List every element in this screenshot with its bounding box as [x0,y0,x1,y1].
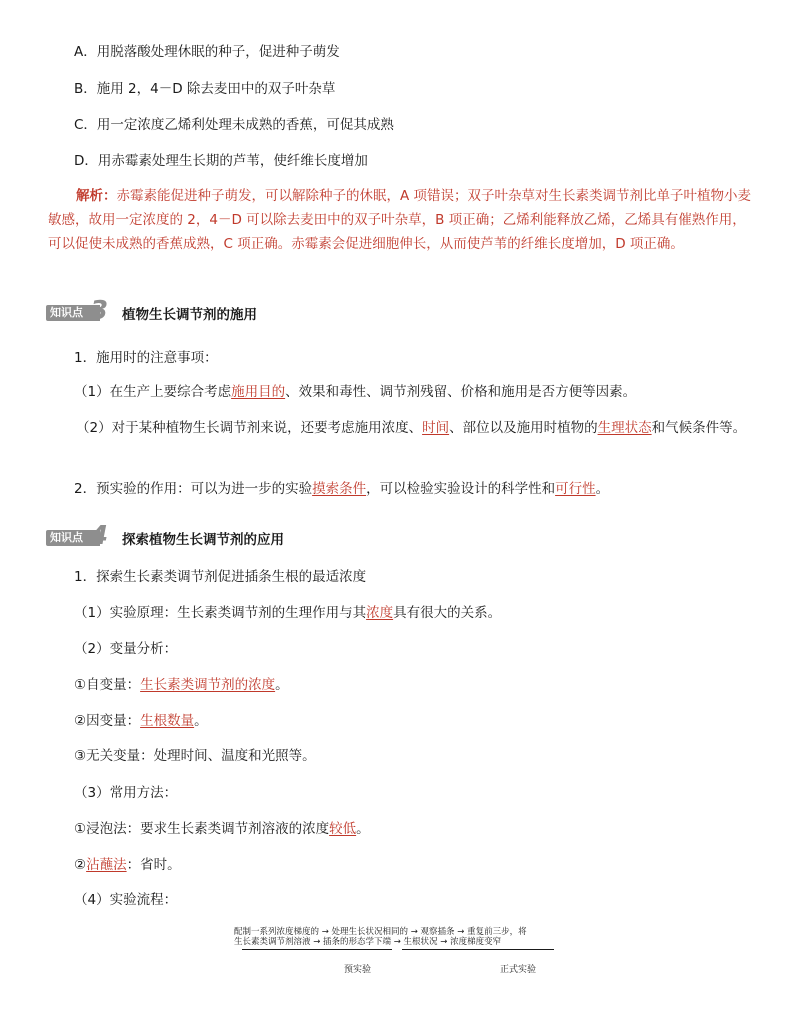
section4-var2-pre: ②因变量： [74,713,141,729]
section3-title: 植物生长调节剂的施用 [122,307,257,323]
section3-item2-blank2: 可行性 [555,481,596,497]
section4-title: 探索植物生长调节剂的应用 [122,532,284,548]
section4-var1-blank: 生长素类调节剂的浓度 [140,677,276,693]
section4-badge [46,521,109,551]
section4-method1-pre: ①浸泡法：要求生长素类调节剂溶液的浓度 [74,821,330,837]
section3-point1-post: 、效果和毒性、调节剂残留、价格和施用是否方便等因素。 [285,384,637,400]
section3-item2-blank1: 摸索条件 [312,481,367,497]
section3-header [46,296,257,326]
section4-var2 [74,712,208,730]
section4-principle-post: 具有很大的关系。 [393,605,502,621]
section4-principle [74,604,501,622]
section3-point2-post: 和气候条件等。 [651,420,747,436]
flow-brace-left [242,949,392,950]
flow-row-top: 配制一系列浓度梯度的 → 处理生长状况相同的 → 观察插条 → 重复前三步，将 [234,927,527,937]
section4-method1-post: 。 [356,821,370,837]
section4-principle-pre: （1）实验原理：生长素类调节剂的生理作用与其 [74,605,367,621]
analysis-text: 赤霉素能促进种子萌发，可以解除种子的休眠，A 项错误；双子叶杂草对生长素类调节剂比单子叶植物小麦敏感，故用一定浓度的 2，4－D 可以除去麦田中的双子叶杂草，B 项正确；乙烯利能释放乙烯，乙烯具有催熟作用，可以促使未成熟的香蕉成熟，C 项正确。赤霉素会促进细胞伸长，从而使芦苇的纤维长度增加，D 项正确。 [48,188,752,252]
section3-point1 [74,383,636,401]
flow-caption-formal-experiment: 正式实验 [500,965,537,975]
section4-method1 [74,820,370,838]
flow-brace-right [402,949,554,950]
section4-method2 [74,856,181,874]
flow-caption-pre-experiment: 预实验 [344,965,372,975]
section3-point2 [48,416,758,440]
section4-method2-pre: ② [74,857,87,873]
section3-item2 [74,480,609,498]
section4-var1 [74,676,289,694]
section4-methods: （3）常用方法： [74,785,178,801]
analysis-label: 解析： [76,188,117,204]
section4-var1-pre: ①自变量： [74,677,141,693]
option-d: D．用赤霉素处理生长期的芦苇，使纤维长度增加 [74,153,368,169]
option-b: B．施用 2，4－D 除去麦田中的双子叶杂草 [74,81,336,97]
section3-badge-number: 3 [90,296,109,326]
section3-point1-pre: （1）在生产上要综合考虑 [74,384,232,400]
option-a: A．用脱落酸处理休眠的种子，促进种子萌发 [74,44,340,60]
section3-point2-pre: （2）对于某种植物生长调节剂来说，还要考虑施用浓度、 [76,420,423,436]
section4-variables: （2）变量分析： [74,641,178,657]
section4-var2-blank: 生根数量 [140,713,195,729]
section4-method1-blank: 较低 [329,821,357,837]
analysis-paragraph [48,184,758,256]
section4-var3: ③无关变量：处理时间、温度和光照等。 [74,748,316,764]
section4-process: （4）实验流程： [74,892,178,908]
section4-item1: 1．探索生长素类调节剂促进插条生根的最适浓度 [74,569,367,585]
section3-item2-mid: ，可以检验实验设计的科学性和 [366,481,556,497]
section3-item2-pre: 2．预实验的作用：可以为进一步的实验 [74,481,313,497]
section4-var2-post: 。 [194,713,208,729]
option-c: C．用一定浓度乙烯利处理未成熟的香蕉，可促其成熟 [74,117,394,133]
section3-point2-mid: 、部位以及施用时植物的 [449,420,598,436]
section3-badge-label: 知识点 [50,306,83,319]
section3-point2-blank-state: 生理状态 [597,420,652,436]
section3-item2-post: 。 [595,481,610,497]
section3-item1: 1．施用时的注意事项： [74,350,218,366]
section4-header [46,521,284,551]
section4-method2-post: ：省时。 [126,857,181,873]
section3-point1-blank: 施用目的 [231,384,286,400]
section4-method2-blank: 沾蘸法 [86,857,127,873]
section3-badge [46,296,109,326]
section4-var1-post: 。 [275,677,289,693]
section4-principle-blank: 浓度 [366,605,394,621]
section4-badge-number: 4 [90,521,109,551]
section3-point2-blank-time: 时间 [422,420,450,436]
section4-badge-label: 知识点 [50,531,83,544]
flow-row-bottom: 生长素类调节剂溶液 → 插条的形态学下端 → 生根状况 → 浓度梯度变窄 [234,937,502,947]
